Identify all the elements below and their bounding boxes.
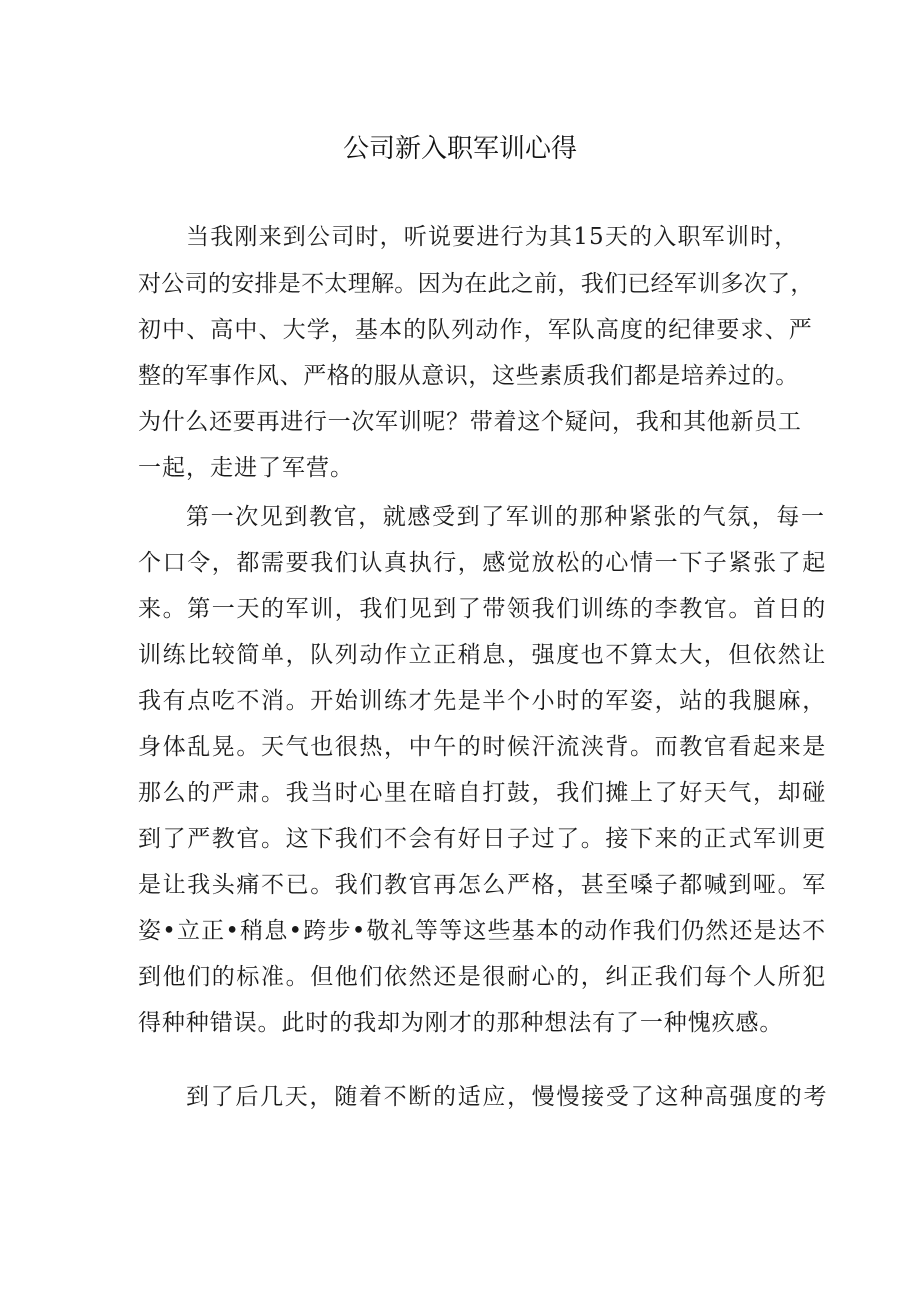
- paragraph-2-line-2: 个口令，都需要我们认真执行，感觉放松的心情一下子紧张了起: [138, 550, 827, 576]
- paragraph-1-line-6: 一起，走进了军营。: [138, 455, 354, 481]
- paragraph-2-line-12: 得种种错误。此时的我却为刚才的那种想法有了一种愧疚感。: [138, 1010, 784, 1036]
- paragraph-2-line-6: 身体乱晃。天气也很热，中午的时候汗流浃背。而教官看起来是: [138, 734, 827, 760]
- paragraph-2-line-9: 是让我头痛不已。我们教官再怎么严格，甚至嗓子都喊到哑。军: [138, 872, 827, 898]
- paragraph-2-line-8: 到了严教官。这下我们不会有好日子过了。接下来的正式军训更: [138, 826, 827, 852]
- document-title: 公司新入职军训心得: [342, 134, 577, 164]
- paragraph-2-line-5: 我有点吃不消。开始训练才先是半个小时的军姿，站的我腿麻，: [138, 688, 827, 714]
- paragraph-1-line-1: 当我刚来到公司时，听说要进行为其15天的入职军训时，: [186, 224, 799, 250]
- paragraph-2-line-3: 来。第一天的军训，我们见到了带领我们训练的李教官。首日的: [138, 596, 827, 622]
- paragraph-3-line-1: 到了后几天，随着不断的适应，慢慢接受了这种高强度的考: [186, 1084, 829, 1110]
- paragraph-1-line-3: 初中、高中、大学，基本的队列动作，军队高度的纪律要求、严: [138, 317, 813, 343]
- paragraph-2-line-4: 训练比较简单，队列动作立正稍息，强度也不算太大，但依然让: [138, 642, 827, 668]
- paragraph-2-line-10: 姿•立正•稍息•跨步•敬礼等等这些基本的动作我们仍然还是达不: [138, 918, 827, 944]
- paragraph-2-line-7: 那么的严肃。我当时心里在暗自打鼓，我们摊上了好天气，却碰: [138, 780, 827, 806]
- paragraph-1-line-5: 为什么还要再进行一次军训呢？带着这个疑问，我和其他新员工: [138, 409, 802, 435]
- paragraph-2-line-11: 到他们的标准。但他们依然还是很耐心的，纠正我们每个人所犯: [138, 964, 827, 990]
- paragraph-2-line-1: 第一次见到教官，就感受到了军训的那种紧张的气氛，每一: [186, 504, 826, 530]
- paragraph-1-line-2: 对公司的安排是不太理解。因为在此之前，我们已经军训多次了，: [138, 271, 814, 297]
- paragraph-1-line-4: 整的军事作风、严格的服从意识，这些素质我们都是培养过的。: [138, 363, 799, 389]
